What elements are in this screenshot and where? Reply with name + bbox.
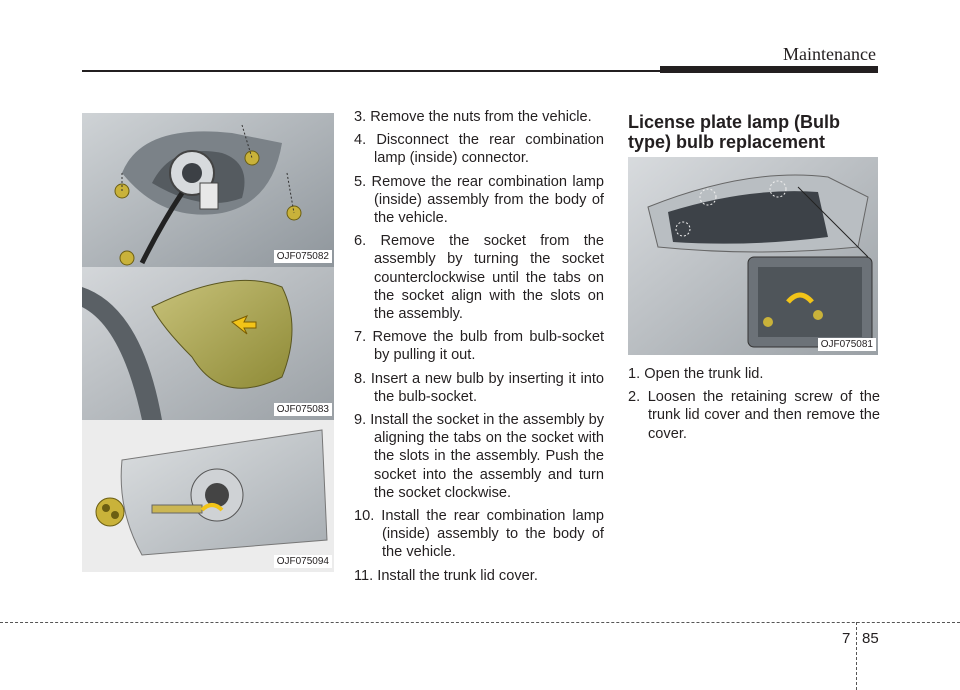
- section-title: Maintenance: [783, 44, 876, 64]
- figure-code: OJF075094: [274, 555, 332, 568]
- figure-lamp-nuts: [82, 113, 334, 267]
- header-rule-accent: [660, 66, 878, 73]
- footer-rule: [0, 622, 960, 623]
- figure-trunk-lid: [628, 157, 878, 355]
- list-item: 6. Remove the socket from the assembly by turning the socket counterclockwise until the tabs on the socket align with the slots on the assembly.: [354, 233, 604, 323]
- section-steps: [628, 365, 880, 448]
- chapter-number: 7: [842, 630, 851, 647]
- header-rule: [82, 70, 660, 72]
- list-item: 5. Remove the rear combination lamp (inside) assembly from the body of the vehicle.: [354, 173, 604, 227]
- figure-code: OJF075081: [818, 338, 876, 351]
- list-item: 2. Loosen the retaining screw of the trunk lid cover and then remove the cover.: [628, 389, 880, 442]
- figure-code: OJF075082: [274, 250, 332, 263]
- list-item: 11. Install the trunk lid cover.: [354, 567, 538, 584]
- list-item: 7. Remove the bulb from bulb-socket by pulling it out.: [354, 329, 604, 364]
- footer-divider: [856, 622, 857, 690]
- list-item: 10. Install the rear combination lamp (inside) assembly to the body of the vehicle.: [354, 508, 604, 561]
- trunk-lid-illustration: [628, 157, 878, 355]
- steps-list: [354, 108, 604, 590]
- lamp-cover-illustration: [82, 267, 334, 420]
- list-item: 1. Open the trunk lid.: [628, 366, 764, 382]
- figure-code: OJF075083: [274, 403, 332, 416]
- list-item: 8. Insert a new bulb by inserting it into the bulb-socket.: [354, 370, 604, 405]
- page-number: 85: [862, 630, 879, 647]
- figure-lamp-cover: [82, 267, 334, 420]
- section-heading: License plate lamp (Bulb type) bulb replacement: [628, 112, 841, 152]
- socket-bulb-illustration: [82, 420, 334, 572]
- lamp-nuts-illustration: [82, 113, 334, 267]
- figure-socket-bulb: [82, 420, 334, 572]
- list-item: 3. Remove the nuts from the vehicle.: [354, 109, 592, 125]
- list-item: 4. Disconnect the rear combination lamp (inside) connector.: [354, 132, 604, 167]
- list-item: 9. Install the socket in the assembly by aligning the tabs on the socket with the slots in the assembly. Push the socket into the assembly and turn the socket clockwise.: [354, 412, 604, 501]
